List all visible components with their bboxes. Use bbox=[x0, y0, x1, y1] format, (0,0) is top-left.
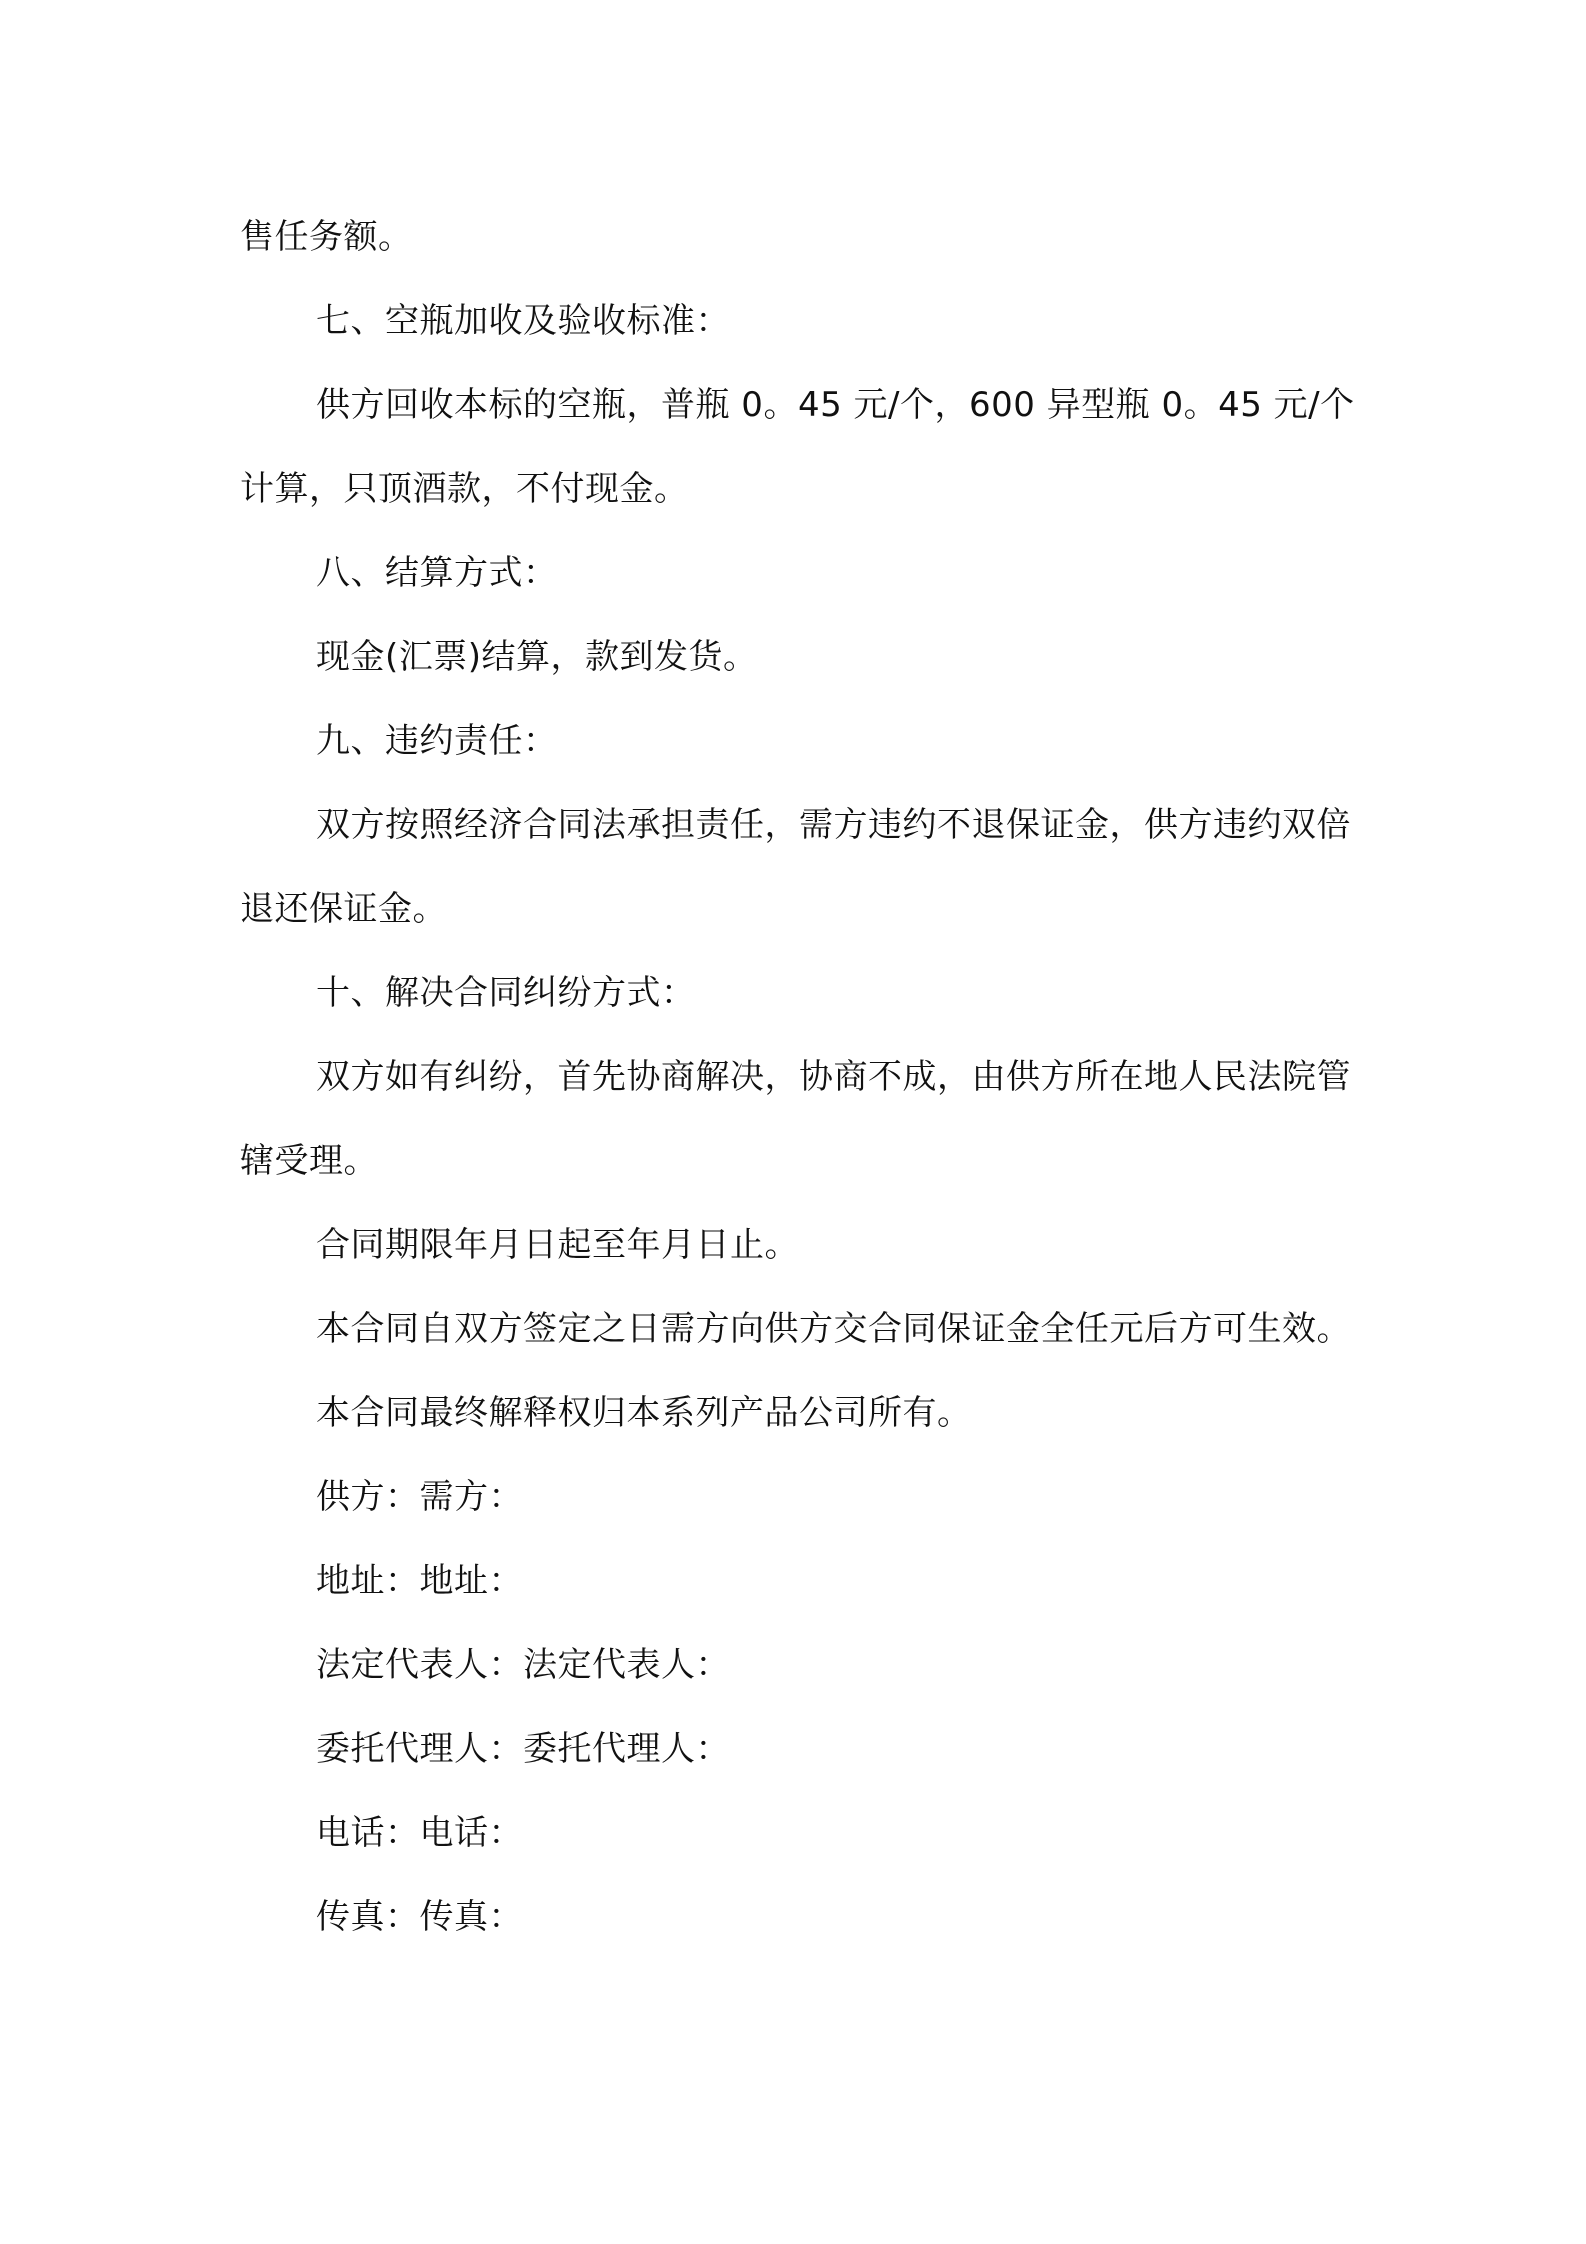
paragraph-deposit: 本合同自双方签定之日需方向供方交合同保证金全任元后方可生效。 bbox=[316, 1309, 1351, 1349]
signature-party: 供方：需方： bbox=[316, 1477, 523, 1517]
paragraph-settlement: 现金(汇票)结算，款到发货。 bbox=[316, 637, 758, 677]
signature-agent: 委托代理人：委托代理人： bbox=[316, 1729, 730, 1769]
signature-address: 地址：地址： bbox=[316, 1561, 523, 1601]
signature-fax: 传真：传真： bbox=[316, 1897, 523, 1937]
section-heading-dispute: 十、解决合同纠纷方式： bbox=[316, 973, 696, 1013]
paragraph-contract-term: 合同期限年月日起至年月日止。 bbox=[316, 1225, 799, 1265]
paragraph-sales-task-tail: 售任务额。 bbox=[240, 217, 413, 257]
section-heading-settlement: 八、结算方式： bbox=[316, 553, 558, 593]
paragraph-liability: 双方按照经济合同法承担责任，需方违约不退保证金，供方违约双倍退还保证金。 bbox=[240, 805, 1351, 929]
document-body bbox=[240, 195, 1355, 1959]
section-heading-empty-bottle: 七、空瓶加收及验收标准： bbox=[316, 301, 730, 341]
paragraph-bottle-recycling: 供方回收本标的空瓶，普瓶 0。45 元/个，600 异型瓶 0。45 元/个计算，只顶酒款，不付现金。 bbox=[240, 385, 1355, 509]
section-heading-liability: 九、违约责任： bbox=[316, 721, 558, 761]
signature-phone: 电话：电话： bbox=[316, 1813, 523, 1853]
paragraph-interpretation: 本合同最终解释权归本系列产品公司所有。 bbox=[316, 1393, 972, 1433]
signature-legal-representative: 法定代表人：法定代表人： bbox=[316, 1645, 730, 1685]
paragraph-dispute: 双方如有纠纷，首先协商解决，协商不成，由供方所在地人民法院管辖受理。 bbox=[240, 1057, 1351, 1181]
